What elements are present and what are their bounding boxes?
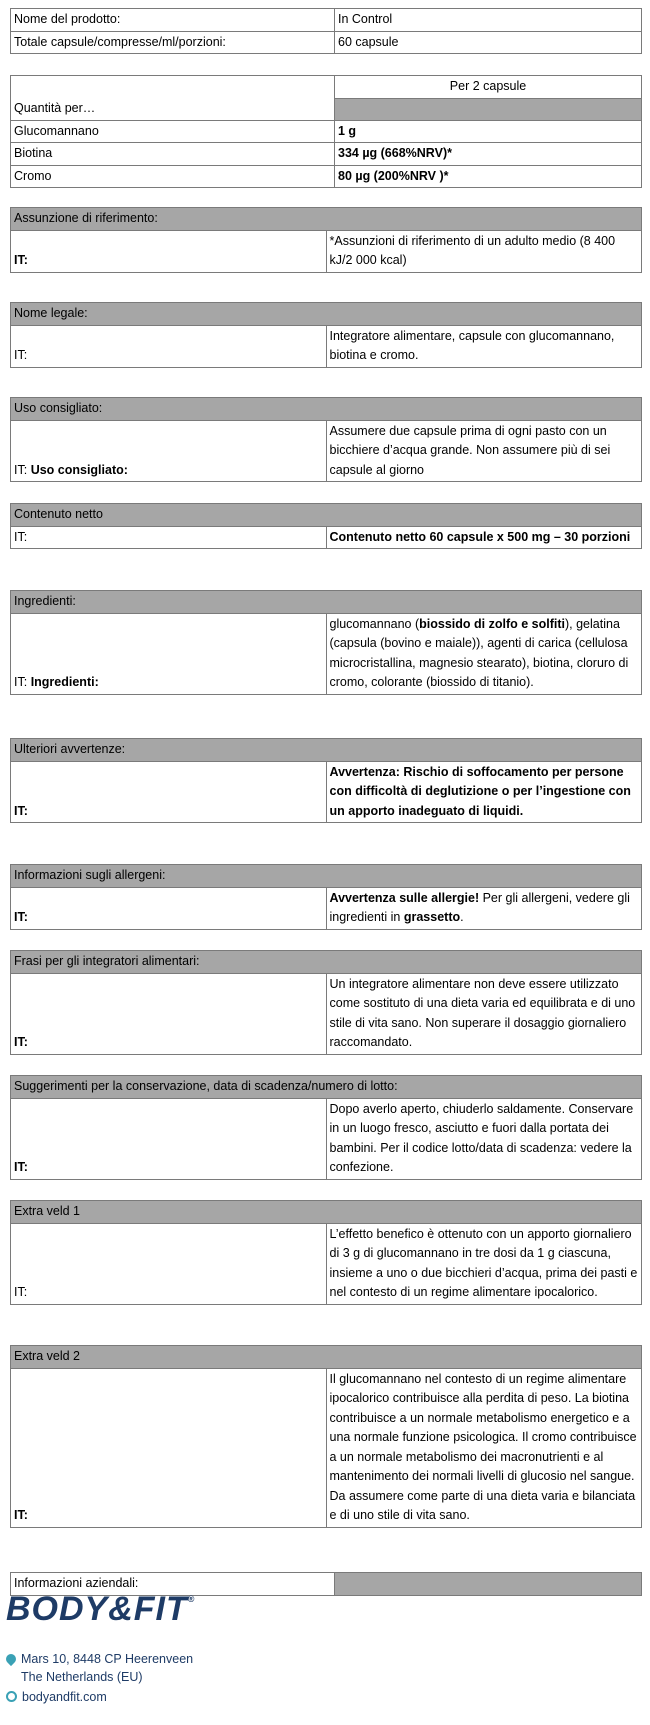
- ingredients-text: glucomannano (biossido di zolfo e solfiti), gelatina (capsula (bovino e maiale)), agenti di carica (cellulosa microcristallina, magnesio stearato), biotina, cloruro di cromo, colorante (biossido di titanio).: [326, 613, 642, 694]
- section-reference: [10, 207, 642, 273]
- section-text: Contenuto netto 60 capsule x 500 mg – 30 porzioni: [329, 529, 631, 544]
- lang-label: IT:: [11, 1223, 327, 1304]
- section-title: Assunzione di riferimento:: [11, 208, 642, 231]
- nutrient-name: Cromo: [11, 165, 335, 188]
- location-pin-icon: [4, 1652, 18, 1666]
- section-usage: [10, 397, 642, 482]
- section-title: Contenuto netto: [11, 504, 642, 527]
- section-title: Nome legale:: [11, 303, 642, 326]
- nutrient-value: 334 µg (668%NRV)*: [338, 146, 452, 160]
- section-text: Integratore alimentare, capsule con glucomannano, biotina e cromo.: [326, 325, 642, 367]
- allergen-bold: biossido di zolfo e solfiti: [419, 616, 565, 631]
- nutrition-table: [10, 75, 642, 188]
- globe-icon: [6, 1691, 17, 1702]
- per-header: Per 2 capsule: [335, 76, 642, 99]
- section-text: Assumere due capsule prima di ogni pasto con un bicchiere d’acqua grande. Non assumere più di sei capsule al giorno: [326, 420, 642, 482]
- product-total-value: 60 capsule: [335, 31, 642, 54]
- section-title: Uso consigliato:: [11, 398, 642, 421]
- lang-label: IT:: [14, 253, 28, 267]
- section-legal: [10, 302, 642, 368]
- section-title: Extra veld 1: [11, 1201, 642, 1224]
- section-title: Ulteriori avvertenze:: [11, 739, 642, 762]
- company-address: Mars 10, 8448 CP Heerenveen The Netherlands (EU): [6, 1650, 193, 1686]
- section-warnings: [10, 738, 642, 823]
- nutrient-name: Biotina: [11, 143, 335, 166]
- section-extra2: [10, 1345, 642, 1528]
- lang-label: IT:: [11, 526, 327, 549]
- quantity-label: Quantità per…: [11, 76, 335, 121]
- lang-bold-label: Ingredienti:: [30, 675, 99, 689]
- product-name-label: Nome del prodotto:: [11, 9, 335, 32]
- company-country: The Netherlands (EU): [21, 1670, 143, 1684]
- nutrient-value: 1 g: [338, 123, 357, 138]
- company-website[interactable]: bodyandfit.com: [6, 1688, 107, 1706]
- lang-label: IT:: [14, 462, 28, 477]
- section-extra1: [10, 1200, 642, 1305]
- section-title: Suggerimenti per la conservazione, data di scadenza/numero di lotto:: [11, 1076, 642, 1099]
- section-title: Informazioni sugli allergeni:: [11, 865, 642, 888]
- section-title: Frasi per gli integratori alimentari:: [11, 951, 642, 974]
- lang-label: IT:: [14, 803, 28, 818]
- nutrient-name: Glucomannano: [11, 120, 335, 143]
- section-text: Il glucomannano nel contesto di un regime alimentare ipocalorico contribuisce alla perdita di peso. La biotina contribuisce a un normale metabolismo energetico e a una normale funzione psicologica. Il cromo contribuisce a un normale metabolismo dei macronutrienti e al mantenimento dei normali livelli di glucosio nel sangue. Da assumere come parte di una dieta varia e bilanciata e di uno stile di vita sano.: [326, 1368, 642, 1527]
- section-text: L’effetto benefico è ottenuto con un apporto giornaliero di 3 g di glucomannano in tre dosi da 1 g ciascuna, insieme a uno o due bicchieri d’acqua, prima dei pasti e nel contesto di un regime alimentare ipocalorico.: [326, 1223, 642, 1304]
- product-name-value: In Control: [335, 9, 642, 32]
- brand-logo: BODY&FIT®: [6, 1590, 196, 1628]
- lang-label: IT:: [14, 675, 28, 689]
- lang-bold-label: Uso consigliato:: [30, 462, 128, 477]
- section-storage: [10, 1075, 642, 1180]
- section-allergens: [10, 864, 642, 930]
- section-title: Ingredienti:: [11, 591, 642, 614]
- section-text: *Assunzioni di riferimento di un adulto medio (8 400 kJ/2 000 kcal): [326, 230, 642, 272]
- section-title: Extra veld 2: [11, 1346, 642, 1369]
- product-table: [10, 8, 642, 54]
- section-ingredients: [10, 590, 642, 695]
- lang-label: IT:: [14, 1508, 28, 1522]
- section-text: Avvertenza: Rischio di soffocamento per persone con difficoltà di deglutizione o per l’ingestione con un apporto inadeguato di liquidi.: [329, 764, 631, 818]
- section-title: Informazioni aziendali:: [11, 1573, 335, 1596]
- lang-label: IT:: [14, 1160, 28, 1174]
- section-net: [10, 503, 642, 549]
- lang-label: IT:: [11, 325, 327, 367]
- lang-label: IT:: [14, 910, 28, 924]
- product-total-label: Totale capsule/compresse/ml/porzioni:: [11, 31, 335, 54]
- section-text: Dopo averlo aperto, chiuderlo saldamente. Conservare in un luogo fresco, asciutto e fuori dalla portata dei bambini. Per il codice lotto/data di scadenza: vedere la confezione.: [326, 1098, 642, 1179]
- lang-label: IT:: [14, 1035, 28, 1049]
- allergens-text: Avvertenza sulle allergie! Per gli allergeni, vedere gli ingredienti in grassetto.: [326, 887, 642, 929]
- section-text: Un integratore alimentare non deve essere utilizzato come sostituto di una dieta varia ed equilibrata e di uno stile di vita sano. Non superare il dosaggio giornaliero raccomandato.: [326, 973, 642, 1054]
- nutrient-value: 80 µg (200%NRV )*: [338, 168, 449, 183]
- section-phrases: [10, 950, 642, 1055]
